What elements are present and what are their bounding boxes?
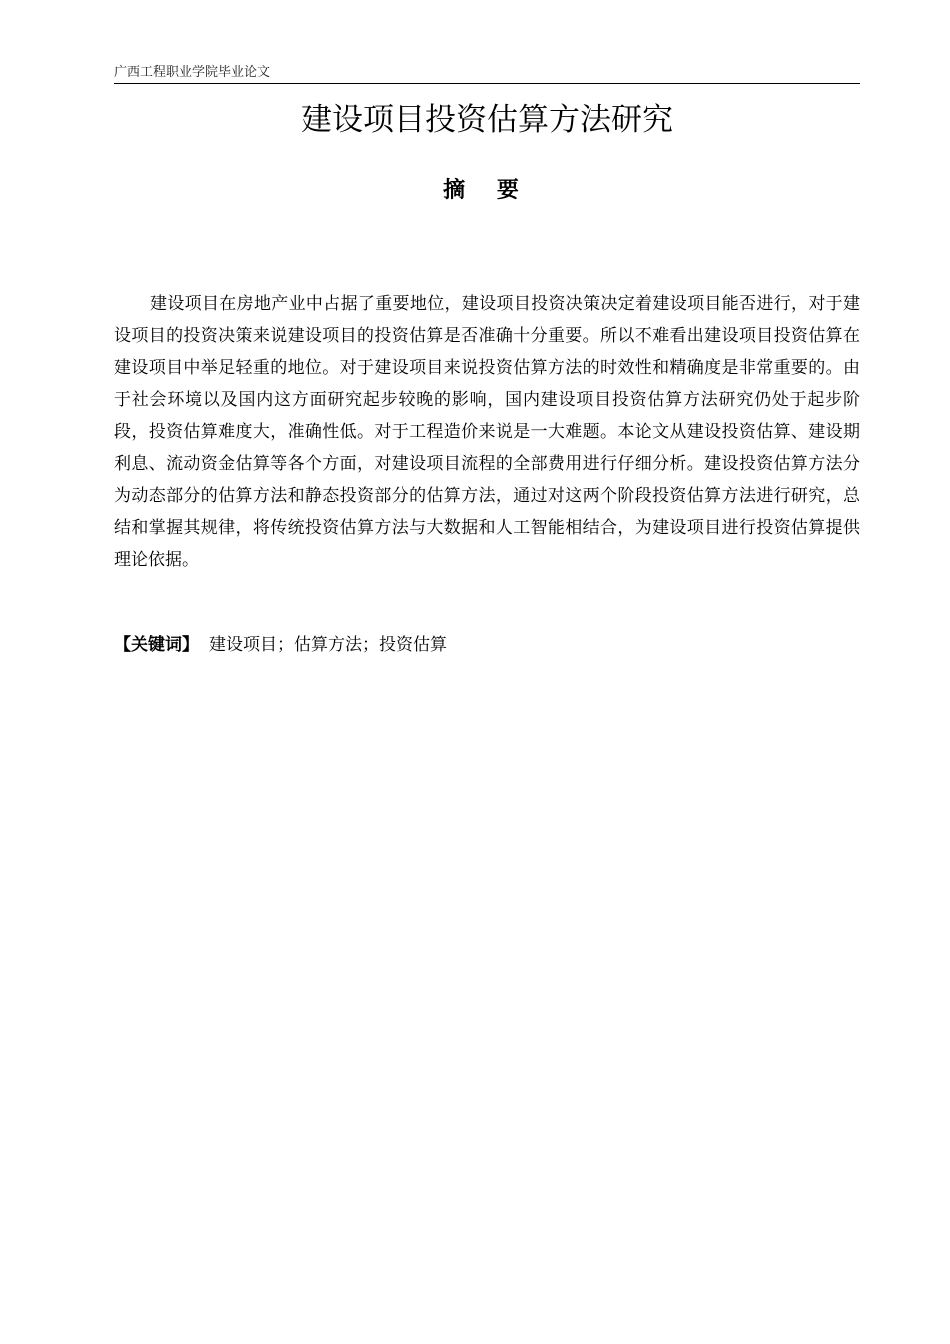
abstract-heading: 摘 要 [443,178,531,203]
running-header: 广西工程职业学院毕业论文 [114,65,271,80]
keywords-text: 建设项目；估算方法；投资估算 [209,635,447,655]
abstract-body: 建设项目在房地产业中占据了重要地位，建设项目投资决策决定着建设项目能否进行，对于建设项目的投资决策来说建设项目的投资估算是否准确十分重要。所以不难看出建设项目投资估算在建设项目中举足轻重的地位。对于建设项目来说投资估算方法的时效性和精确度是非常重要的。由于社会环境以及国内这方面研究起步较晚的影响，国内建设项目投资估算方法研究仍处于起步阶段，投资估算难度大，准确性低。对于工程造价来说是一大难题。本论文从建设投资估算、建设期利息、流动资金估算等各个方面，对建设项目流程的全部费用进行仔细分析。建设投资估算方法分为动态部分的估算方法和静态投资部分的估算方法，通过对这两个阶段投资估算方法进行研究，总结和掌握其规律，将传统投资估算方法与大数据和人工智能相结合，为建设项目进行投资估算提供理论依据。 [114,294,860,570]
page-title: 建设项目投资估算方法研究 [301,102,673,138]
header-rule [114,83,860,84]
keywords-line [114,630,860,660]
keywords-label: 【关键词】 [114,635,199,655]
